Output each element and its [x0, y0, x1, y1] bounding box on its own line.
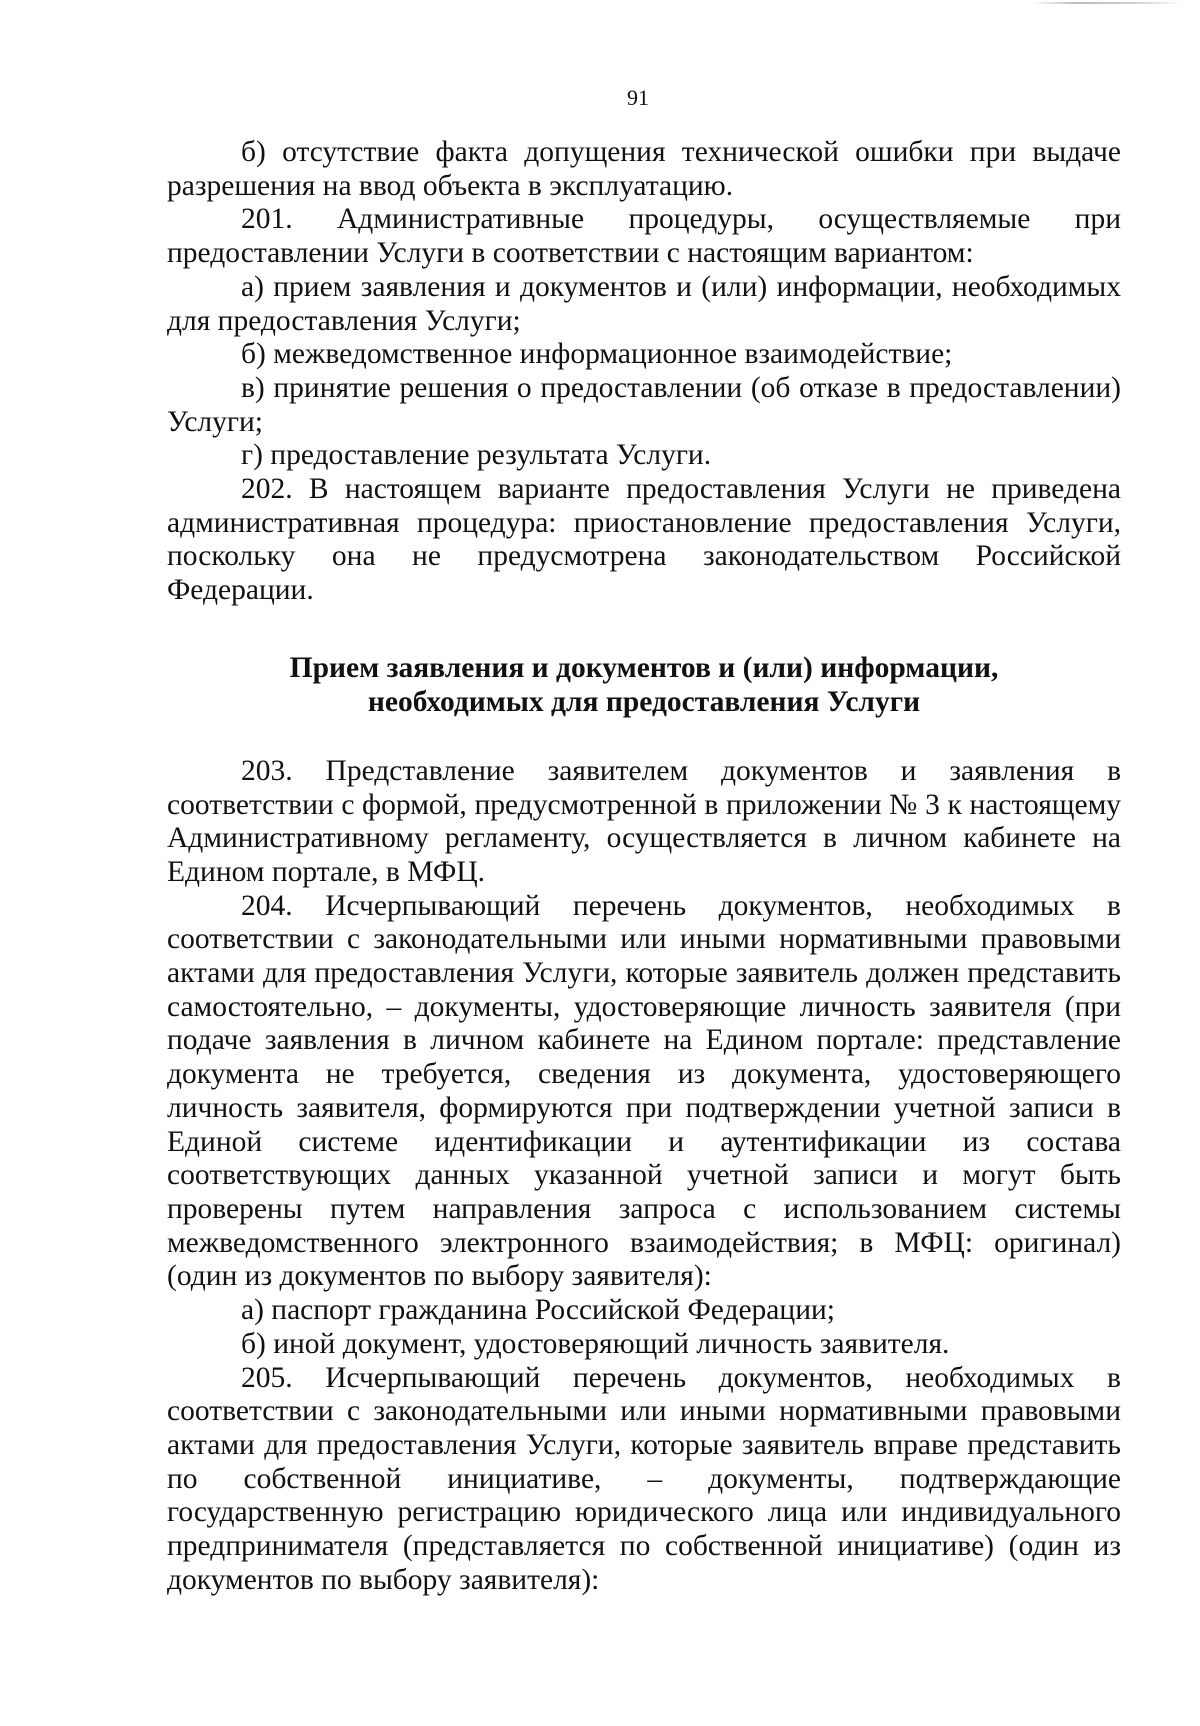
- paragraph-204: 204. Исчерпывающий перечень документов, необходимых в соответствии с законодательными или иными нормативными правовыми актами для предоставления Услуги, которые заявитель должен представить самостоятельно, – документы, удостоверяющие личность заявителя (при подаче заявления в личном кабинете на Едином портале: представление документа не требуется, сведения из документа, удостоверяющего личность заявителя, формируются при подтверждении учетной записи в Единой системе идентификации и аутентификации из состава соответствующих данных указанной учетной записи и могут быть проверены путем направления запроса с использованием системы межведомственного электронного взаимодействия; в МФЦ: оригинал) (один из документов по выбору заявителя):: [167, 889, 1121, 1293]
- paragraph-201: 201. Административные процедуры, осуществляемые при предоставлении Услуги в соответствии с настоящим вариантом:: [167, 203, 1121, 270]
- list-item-v: в) принятие решения о предоставлении (об отказе в предоставлении) Услуги;: [167, 371, 1121, 438]
- section-heading: [167, 651, 1121, 719]
- scan-artifact: [1032, 2, 1182, 4]
- list-item-other-id: б) иной документ, удостоверяющий личность заявителя.: [241, 1327, 950, 1360]
- list-item-passport: а) паспорт гражданина Российской Федерации;: [241, 1294, 835, 1327]
- section-heading-line-2: необходимых для предоставления Услуги: [367, 685, 921, 718]
- paragraph-203: 203. Представление заявителем документов и заявления в соответствии с формой, предусмотренной в приложении № 3 к настоящему Административному регламенту, осуществляется в личном кабинете на Едином портале, в МФЦ.: [167, 754, 1121, 888]
- paragraph-205: 205. Исчерпывающий перечень документов, необходимых в соответствии с законодательными или иными нормативными правовыми актами для предоставления Услуги, которые заявитель вправе представить по собственной инициативе, – документы, подтверждающие государственную регистрацию юридического лица или индивидуального предпринимателя (представляется по собственной инициативе) (один из документов по выбору заявителя):: [167, 1361, 1121, 1596]
- section-heading-line-1: Прием заявления и документов и (или) информации,: [289, 651, 999, 684]
- page-number: 91: [627, 85, 649, 110]
- paragraph-202: 202. В настоящем варианте предоставления Услуги не приведена административная процедура: приостановление предоставления Услуги, поскольку она не предусмотрена законодательством Российской Федерации.: [167, 473, 1121, 607]
- paragraph-b-no-error: б) отсутствие факта допущения технической ошибки при выдаче разрешения на ввод объекта в эксплуатацию.: [167, 136, 1121, 202]
- document-body: [167, 136, 1121, 1597]
- list-item-a: а) прием заявления и документов и (или) информации, необходимых для предоставления Услуги;: [167, 270, 1121, 337]
- list-item-b: б) межведомственное информационное взаимодействие;: [241, 338, 953, 371]
- list-item-g: г) предоставление результата Услуги.: [241, 439, 712, 472]
